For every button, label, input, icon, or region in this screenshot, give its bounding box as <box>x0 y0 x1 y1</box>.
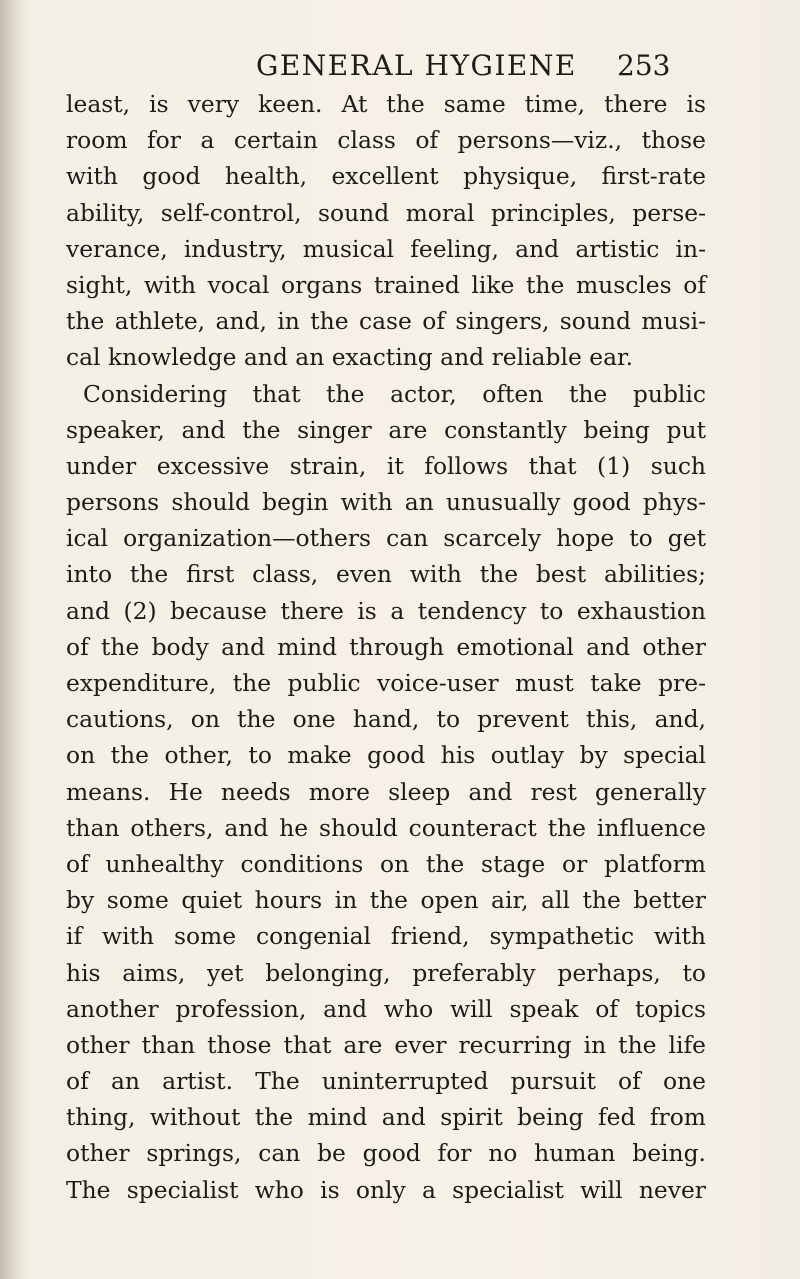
text-line: least, is very keen. At the same time, there is <box>66 90 706 118</box>
text-line: than others, and he should counteract the influence <box>66 813 706 842</box>
text-line: sight, with vocal organs trained like the muscles of <box>66 270 706 299</box>
text-line: The specialist who is only a specialist will never <box>66 1175 706 1204</box>
text-line: of an artist. The uninterrupted pursuit of one <box>66 1067 706 1096</box>
text-line: ability, self-control, sound moral principles, perse- <box>66 198 706 227</box>
text-line: on the other, to make good his outlay by special <box>66 741 706 770</box>
text-line: with good health, excellent physique, first-rate <box>66 162 706 191</box>
text-line: persons should begin with an unusually good phys- <box>66 488 706 517</box>
text-line: the athlete, and, in the case of singers, sound musi- <box>66 307 706 336</box>
running-head: GENERAL HYGIENE <box>256 49 577 82</box>
text-line: means. He needs more sleep and rest generally <box>66 777 706 806</box>
page-gutter-shadow <box>0 0 26 1279</box>
text-line: by some quiet hours in the open air, all the better <box>66 886 706 915</box>
text-line: if with some congenial friend, sympathetic with <box>66 922 706 951</box>
text-line: cautions, on the one hand, to prevent this, and, <box>66 705 706 734</box>
body-text <box>66 86 706 1208</box>
text-line: another profession, and who will speak of topics <box>66 994 706 1023</box>
text-line: ical organization—others can scarcely hope to get <box>66 524 706 553</box>
text-line: room for a certain class of persons—viz., those <box>66 126 706 155</box>
text-line: cal knowledge and an exacting and reliable ear. <box>66 343 634 372</box>
text-line: and (2) because there is a tendency to exhaustion <box>66 596 706 625</box>
text-line-paragraph-start: Considering that the actor, often the public <box>83 379 706 408</box>
text-line: expenditure, the public voice-user must take pre- <box>66 669 706 697</box>
text-line: other springs, can be good for no human being. <box>66 1139 706 1168</box>
text-line: under excessive strain, it follows that (1) such <box>66 451 706 480</box>
text-line: speaker, and the singer are constantly being put <box>66 415 706 444</box>
text-line: of unhealthy conditions on the stage or platform <box>66 849 706 878</box>
text-line: into the first class, even with the best abilities; <box>66 560 706 589</box>
text-line: his aims, yet belonging, preferably perhaps, to <box>66 958 706 987</box>
text-line: other than those that are ever recurring in the life <box>66 1030 706 1059</box>
text-line: verance, industry, musical feeling, and artistic in- <box>66 234 706 263</box>
page-number: 253 <box>617 49 671 82</box>
text-line: thing, without the mind and spirit being fed from <box>66 1103 706 1132</box>
text-line: of the body and mind through emotional and other <box>66 632 706 661</box>
page-header <box>0 46 800 86</box>
